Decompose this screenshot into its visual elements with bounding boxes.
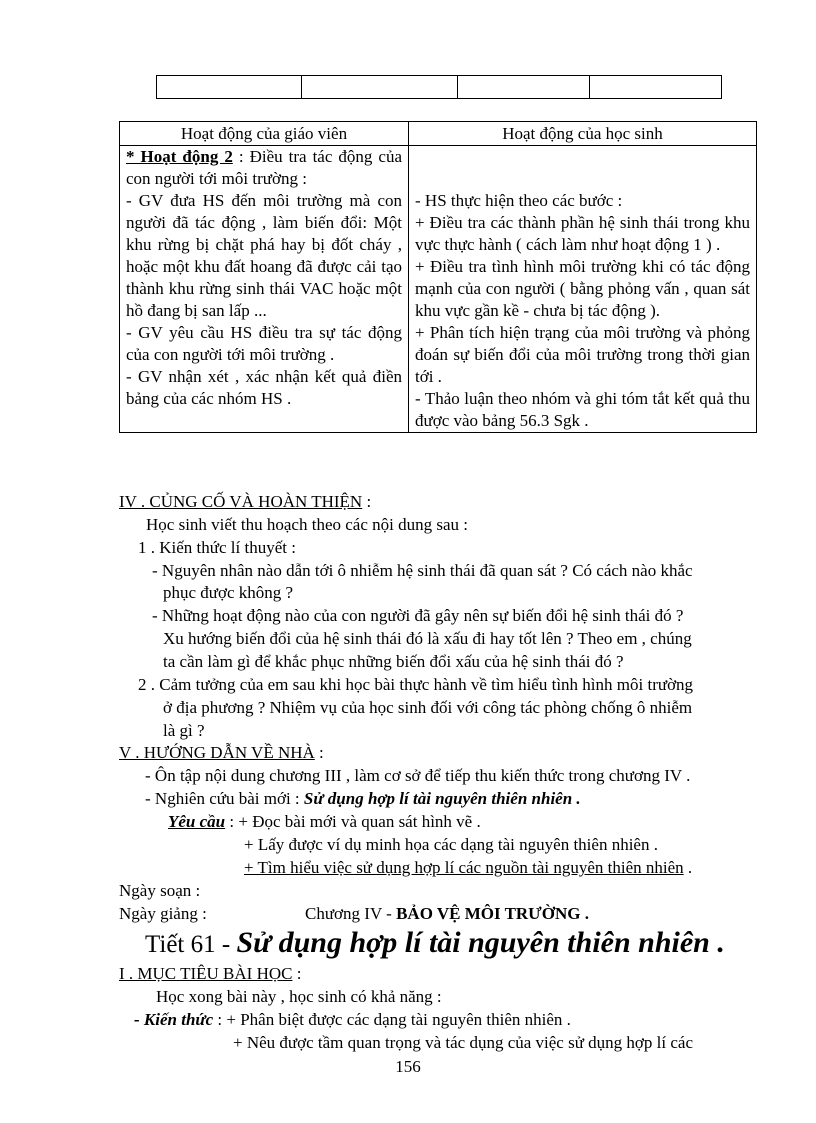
section-4-intro: Học sinh viết thu hoạch theo các nội dung sau : [146, 515, 468, 534]
cell-spacer [415, 146, 750, 190]
empty-table-fragment [156, 75, 722, 99]
student-activity-cell [409, 146, 757, 433]
student-step: - HS thực hiện theo các bước : [415, 191, 623, 210]
activity-table [119, 121, 757, 433]
knowledge-line: - Kiến thức : + Phân biệt được các dạng tài nguyên thiên nhiên . [134, 1010, 571, 1029]
empty-cell [302, 76, 458, 99]
knowledge-label: - Kiến thức [134, 1010, 214, 1029]
teacher-step: - GV đưa HS đến môi trường mà con người đã tác động , làm biến đổi: Một khu rừng bị chặt phá hay bị đốt cháy , hoặc một khu đất hoang đã được cải tạo thành khu rừng sinh thái VAC hoặc một hồ đang bị san lấp ... [126, 191, 402, 320]
activity-title: * Hoạt động 2 : Điều tra tác động của con người tới môi trường : [126, 147, 402, 188]
prep-date-label: Ngày soạn : [119, 881, 201, 900]
student-step: - Thảo luận theo nhóm và ghi tóm tắt kết quả thu được vào bảng 56.3 Sgk . [415, 389, 750, 430]
activity-number: * Hoạt động 2 [126, 147, 233, 166]
student-column-header: Hoạt động của học sinh [409, 122, 757, 146]
empty-cell [157, 76, 302, 99]
research-line: - Nghiên cứu bài mới : Sử dụng hợp lí tài nguyên thiên nhiên . [145, 789, 581, 808]
requirement-label: Yêu cầu [168, 812, 226, 831]
section-4-heading: IV . CỦNG CỐ VÀ HOÀN THIỆN : [119, 492, 372, 511]
section-4-line: ta cần làm gì để khắc phục những biến đổi xấu của hệ sinh thái đó ? [163, 652, 624, 671]
empty-cell [458, 76, 590, 99]
student-step: + Điều tra các thành phần hệ sinh thái trong khu vực thực hành ( cách làm như hoạt động 1 ) . [415, 213, 750, 254]
section-4-line: là gì ? [163, 721, 205, 740]
objectives-intro: Học xong bài này , học sinh có khả năng : [156, 987, 442, 1006]
requirement-line: + Lấy được ví dụ minh họa các dạng tài nguyên thiên nhiên . [244, 835, 658, 854]
review-line: - Ôn tập nội dung chương III , làm cơ sở để tiếp thu kiến thức trong chương IV . [145, 766, 691, 785]
teacher-activity-cell [120, 146, 409, 433]
section-5-heading: V . HƯỚNG DẪN VỀ NHÀ : [119, 743, 324, 762]
student-step: + Phân tích hiện trạng của môi trường và phỏng đoán sự biến đổi của môi trường trong thời gian tới . [415, 323, 750, 386]
section-4-line: - Những hoạt động nào của con người đã gây nên sự biến đổi hệ sinh thái đó ? [152, 606, 684, 625]
page-number: 156 [395, 1057, 421, 1076]
section-4-line: - Nguyên nhân nào dẫn tới ô nhiễm hệ sinh thái đã quan sát ? Có cách nào khắc [152, 561, 693, 580]
teacher-step: - GV nhận xét , xác nhận kết quả điền bảng của các nhóm HS . [126, 367, 402, 408]
chapter-title: Chương IV - BẢO VỆ MÔI TRƯỜNG . [305, 904, 589, 923]
section-4-line: phục được không ? [163, 583, 294, 602]
teach-date-label: Ngày giảng : [119, 904, 207, 923]
section-4-line: Xu hướng biến đổi của hệ sinh thái đó là xấu đi hay tốt lên ? Theo em , chúng [163, 629, 692, 648]
next-lesson-title-ref: Sử dụng hợp lí tài nguyên thiên nhiên . [303, 789, 581, 808]
lesson-title: Tiết 61 - Sử dụng hợp lí tài nguyên thiên nhiên . [145, 926, 725, 959]
teacher-step: - GV yêu cầu HS điều tra sự tác động của con người tới môi trường . [126, 323, 402, 364]
section-4-line: ở địa phương ? Nhiệm vụ của học sinh đối với công tác phòng chống ô nhiễm [163, 698, 693, 717]
requirement-line: + Tìm hiểu việc sử dụng hợp lí các nguồn tài nguyên thiên nhiên . [244, 858, 693, 877]
section-4-line: 2 . Cảm tưởng của em sau khi học bài thực hành về tìm hiểu tình hình môi trường [138, 675, 694, 694]
requirement-line: Yêu cầu : + Đọc bài mới và quan sát hình vẽ . [168, 812, 481, 831]
section-4-line: 1 . Kiến thức lí thuyết : [138, 538, 296, 557]
student-step: + Điều tra tình hình môi trường khi có tác động mạnh của con người ( bằng phỏng vấn , quan sát khu vực gần kề - chưa bị tác động ). [415, 257, 750, 320]
objectives-heading: I . MỤC TIÊU BÀI HỌC : [119, 964, 302, 983]
knowledge-line: + Nêu được tầm quan trọng và tác dụng của việc sử dụng hợp lí các [233, 1033, 693, 1052]
empty-cell [590, 76, 722, 99]
teacher-column-header: Hoạt động của giáo viên [120, 122, 409, 146]
